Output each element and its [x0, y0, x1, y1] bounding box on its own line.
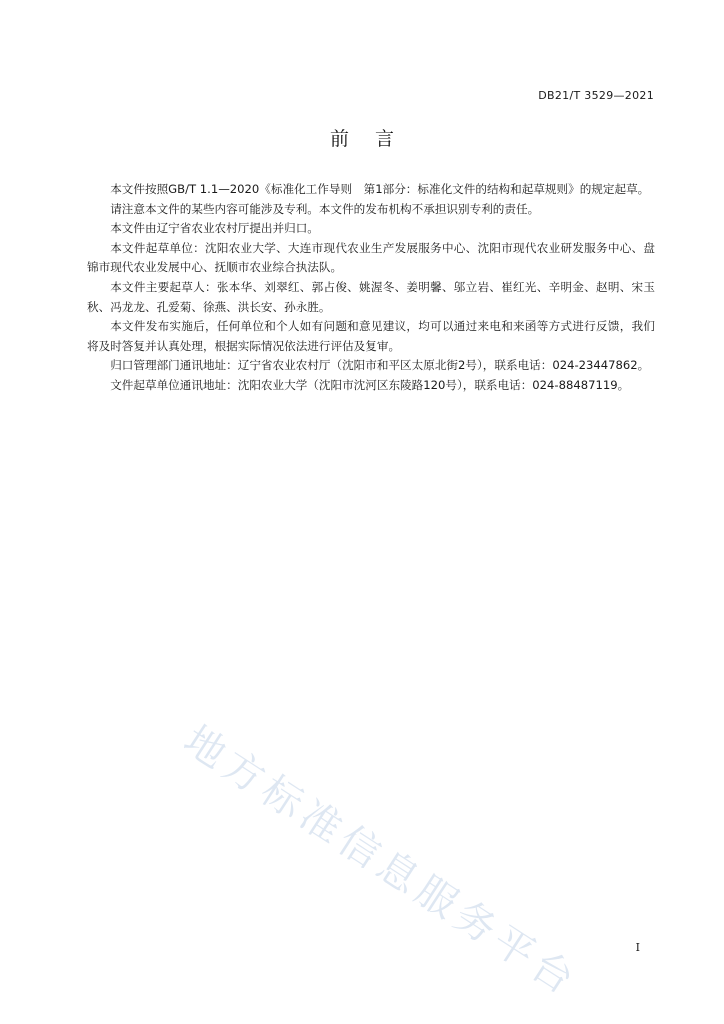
paragraph-drafting-units: 本文件起草单位：沈阳农业大学、大连市现代农业生产发展服务中心、沈阳市现代农业研发服务中心、盘锦市现代农业发展中心、抚顺市农业综合执法队。 — [87, 240, 655, 275]
paragraph-patent-notice: 请注意本文件的某些内容可能涉及专利。本文件的发布机构不承担识别专利的责任。 — [110, 201, 540, 216]
paragraph-drafting-rules: 本文件按照GB/T 1.1—2020《标准化工作导则 第1部分：标准化文件的结构和起草规则》的规定起草。 — [110, 182, 650, 196]
page-number: I — [635, 941, 640, 954]
watermark: 地方标准信息服务平台 — [175, 717, 587, 1007]
paragraph-drafter-contact: 文件起草单位通讯地址：沈阳农业大学（沈阳市沈河区东陵路120号），联系电话：024-88487119。 — [110, 377, 630, 392]
paragraph-drafters: 本文件主要起草人：张本华、刘翠红、郭占俊、姚渥冬、姜明馨、邬立岩、崔红光、辛明金、赵明、宋玉秋、冯龙龙、孔爱菊、徐燕、洪长安、孙永胜。 — [87, 279, 655, 314]
paragraph-authority-contact: 归口管理部门通讯地址：辽宁省农业农村厅（沈阳市和平区太原北街2号），联系电话：024-23447862。 — [110, 358, 650, 373]
document-code: DB21/T 3529—2021 — [538, 89, 654, 102]
page-title: 前言 — [329, 128, 420, 150]
paragraph-feedback: 本文件发布实施后，任何单位和个人如有问题和意见建议，均可以通过来电和来函等方式进行反馈，我们将及时答复并认真处理，根据实际情况依法进行评估及复审。 — [87, 319, 655, 353]
foreword-body — [87, 180, 655, 396]
paragraph-proposer: 本文件由辽宁省农业农村厅提出并归口。 — [110, 221, 319, 236]
